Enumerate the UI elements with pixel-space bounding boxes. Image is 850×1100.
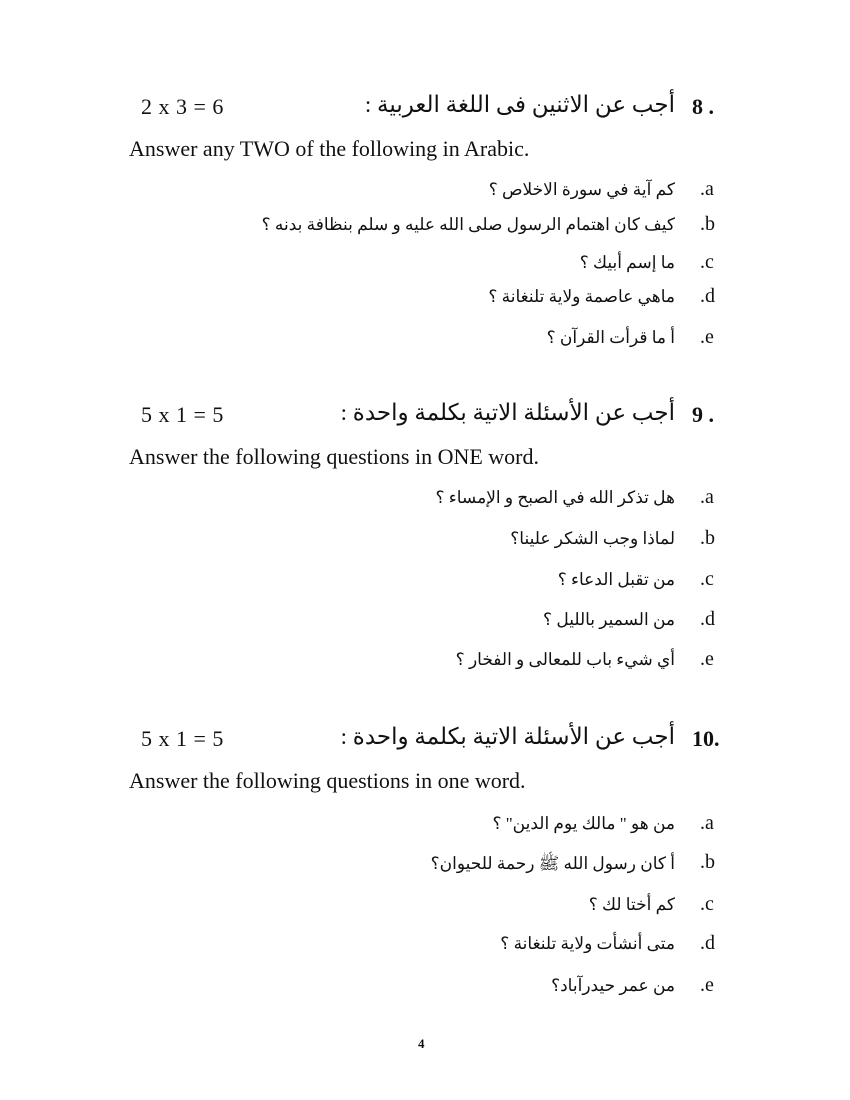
question-8-section xyxy=(0,90,850,420)
list-item xyxy=(0,648,850,682)
list-item xyxy=(0,326,850,360)
item-text: أي شيء باب للمعالى و الفخار ؟ xyxy=(455,650,675,669)
item-text: من عمر حيدرآباد؟ xyxy=(551,976,675,995)
item-text: من السمير بالليل ؟ xyxy=(543,610,675,629)
item-letter: .b xyxy=(700,527,715,549)
question-heading-arabic: أجب عن الأسئلة الاتية بكلمة واحدة : xyxy=(340,400,675,425)
list-item xyxy=(0,527,850,561)
question-10-section xyxy=(0,722,850,1052)
item-text: كم أختا لك ؟ xyxy=(588,895,675,914)
list-item xyxy=(0,812,850,846)
item-letter: .c xyxy=(700,893,714,915)
question-number: 10. xyxy=(692,726,720,751)
item-text: من هو " مالك يوم الدين" ؟ xyxy=(492,814,675,833)
question-marks: 2 x 3 = 6 xyxy=(141,94,224,119)
item-letter: .d xyxy=(700,285,715,307)
question-number: 8 . xyxy=(692,94,714,119)
item-letter: .d xyxy=(700,608,715,630)
page-number: 4 xyxy=(418,1036,425,1051)
list-item xyxy=(0,285,850,319)
list-item xyxy=(0,251,850,285)
item-text: متى أنشأت ولاية تلنغانة ؟ xyxy=(500,934,675,953)
item-letter: .a xyxy=(700,812,714,834)
list-item xyxy=(0,974,850,1008)
item-letter: .d xyxy=(700,932,715,954)
question-heading-arabic: أجب عن الاثنين فى اللغة العربية : xyxy=(364,92,675,117)
question-instruction: Answer the following questions in one word. xyxy=(129,768,526,793)
item-text: أ كان رسول الله ﷺ رحمة للحيوان؟ xyxy=(430,854,675,873)
item-text: لماذا وجب الشكر علينا؟ xyxy=(510,529,675,548)
item-text: هل تذكر الله في الصبح و الإمساء ؟ xyxy=(435,488,675,507)
item-text: كيف كان اهتمام الرسول صلى الله عليه و سلم بنظافة بدنه ؟ xyxy=(261,215,675,234)
item-letter: .b xyxy=(700,213,715,235)
item-letter: .b xyxy=(700,851,715,873)
item-letter: .e xyxy=(700,648,714,670)
item-text: ما إسم أبيك ؟ xyxy=(579,253,675,272)
item-text: كم آية في سورة الاخلاص ؟ xyxy=(488,180,675,199)
item-letter: .a xyxy=(700,486,714,508)
question-number: 9 . xyxy=(692,402,714,427)
question-instruction: Answer the following questions in ONE word. xyxy=(129,444,540,469)
item-text: ماهي عاصمة ولاية تلنغانة ؟ xyxy=(488,287,675,306)
item-text: من تقبل الدعاء ؟ xyxy=(557,570,675,589)
list-item xyxy=(0,486,850,520)
item-letter: .e xyxy=(700,974,714,996)
item-letter: .a xyxy=(700,178,714,200)
question-marks: 5 x 1 = 5 xyxy=(141,402,224,427)
list-item xyxy=(0,932,850,966)
question-9-section xyxy=(0,398,850,728)
list-item xyxy=(0,893,850,927)
item-letter: .e xyxy=(700,326,714,348)
question-marks: 5 x 1 = 5 xyxy=(141,726,224,751)
list-item xyxy=(0,608,850,642)
item-text: أ ما قرأت القرآن ؟ xyxy=(546,328,675,347)
list-item xyxy=(0,568,850,602)
list-item xyxy=(0,851,850,885)
question-heading-arabic: أجب عن الأسئلة الاتية بكلمة واحدة : xyxy=(340,724,675,749)
list-item xyxy=(0,178,850,212)
item-letter: .c xyxy=(700,251,714,273)
list-item xyxy=(0,213,850,247)
question-instruction: Answer any TWO of the following in Arabic. xyxy=(129,136,530,161)
item-letter: .c xyxy=(700,568,714,590)
